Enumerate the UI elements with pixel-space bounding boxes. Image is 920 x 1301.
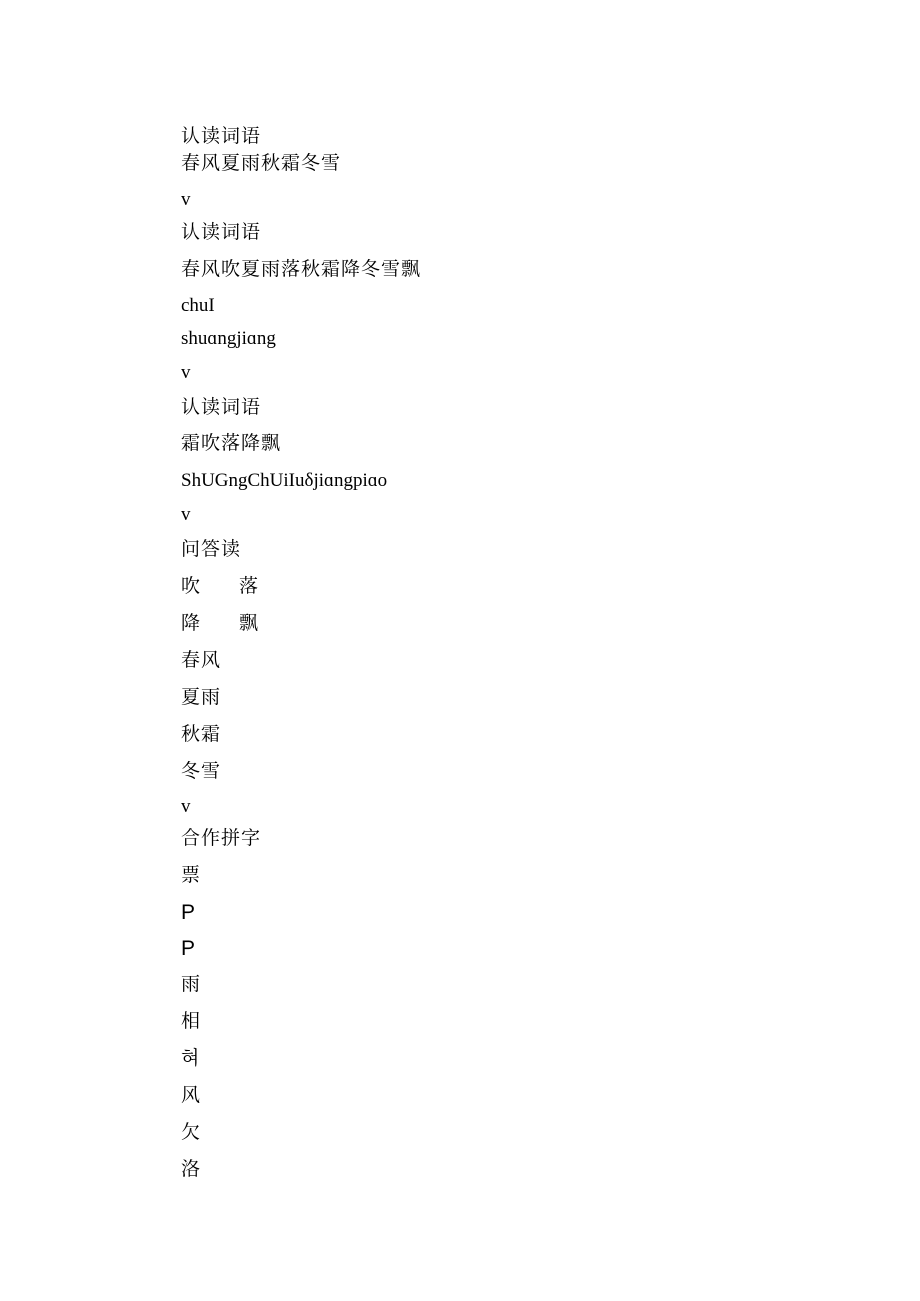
heading-read-words: 认读词语	[181, 221, 262, 243]
char-cell: 落	[239, 575, 260, 597]
heading-combine-chars: 合作拼字	[181, 827, 262, 849]
char-cell: 吹	[181, 575, 202, 597]
char-line: 欠	[181, 1121, 202, 1143]
char-line: 洛	[181, 1158, 202, 1180]
char-line: 혀	[181, 1047, 201, 1069]
pinyin-line: chuI	[181, 295, 215, 316]
slide-marker: v	[181, 796, 191, 817]
char-cell: 降	[181, 612, 202, 634]
char-line: 风	[181, 1084, 202, 1106]
heading-qa-read: 问答读	[181, 538, 242, 560]
word-line: 秋霜	[181, 723, 222, 745]
word-line: 霜吹落降飘	[181, 432, 282, 454]
char-line: 票	[181, 864, 202, 886]
char-line: 相	[181, 1010, 202, 1032]
char-line: 雨	[181, 973, 202, 995]
pinyin-line: shuɑngjiɑng	[181, 328, 276, 349]
word-line: 冬雪	[181, 760, 222, 782]
char-pair-row	[181, 577, 259, 596]
word-line: 春风吹夏雨落秋霜降冬雪飘	[181, 258, 422, 280]
slide-marker: v	[181, 504, 191, 525]
word-line: 夏雨	[181, 686, 222, 708]
heading-read-words: 认读词语	[181, 125, 262, 147]
char-cell: 飘	[239, 612, 260, 634]
heading-read-words: 认读词语	[181, 396, 262, 418]
pinyin-line: ShUGngChUiIuδjiɑngpiɑo	[181, 470, 388, 491]
slide-marker: v	[181, 362, 191, 383]
letter-line: P	[181, 901, 196, 924]
slide-marker: v	[181, 189, 191, 210]
word-line: 春风夏雨秋霜冬雪	[181, 152, 342, 174]
word-line: 春风	[181, 649, 222, 671]
char-pair-row	[181, 614, 259, 633]
letter-line: P	[181, 937, 196, 960]
